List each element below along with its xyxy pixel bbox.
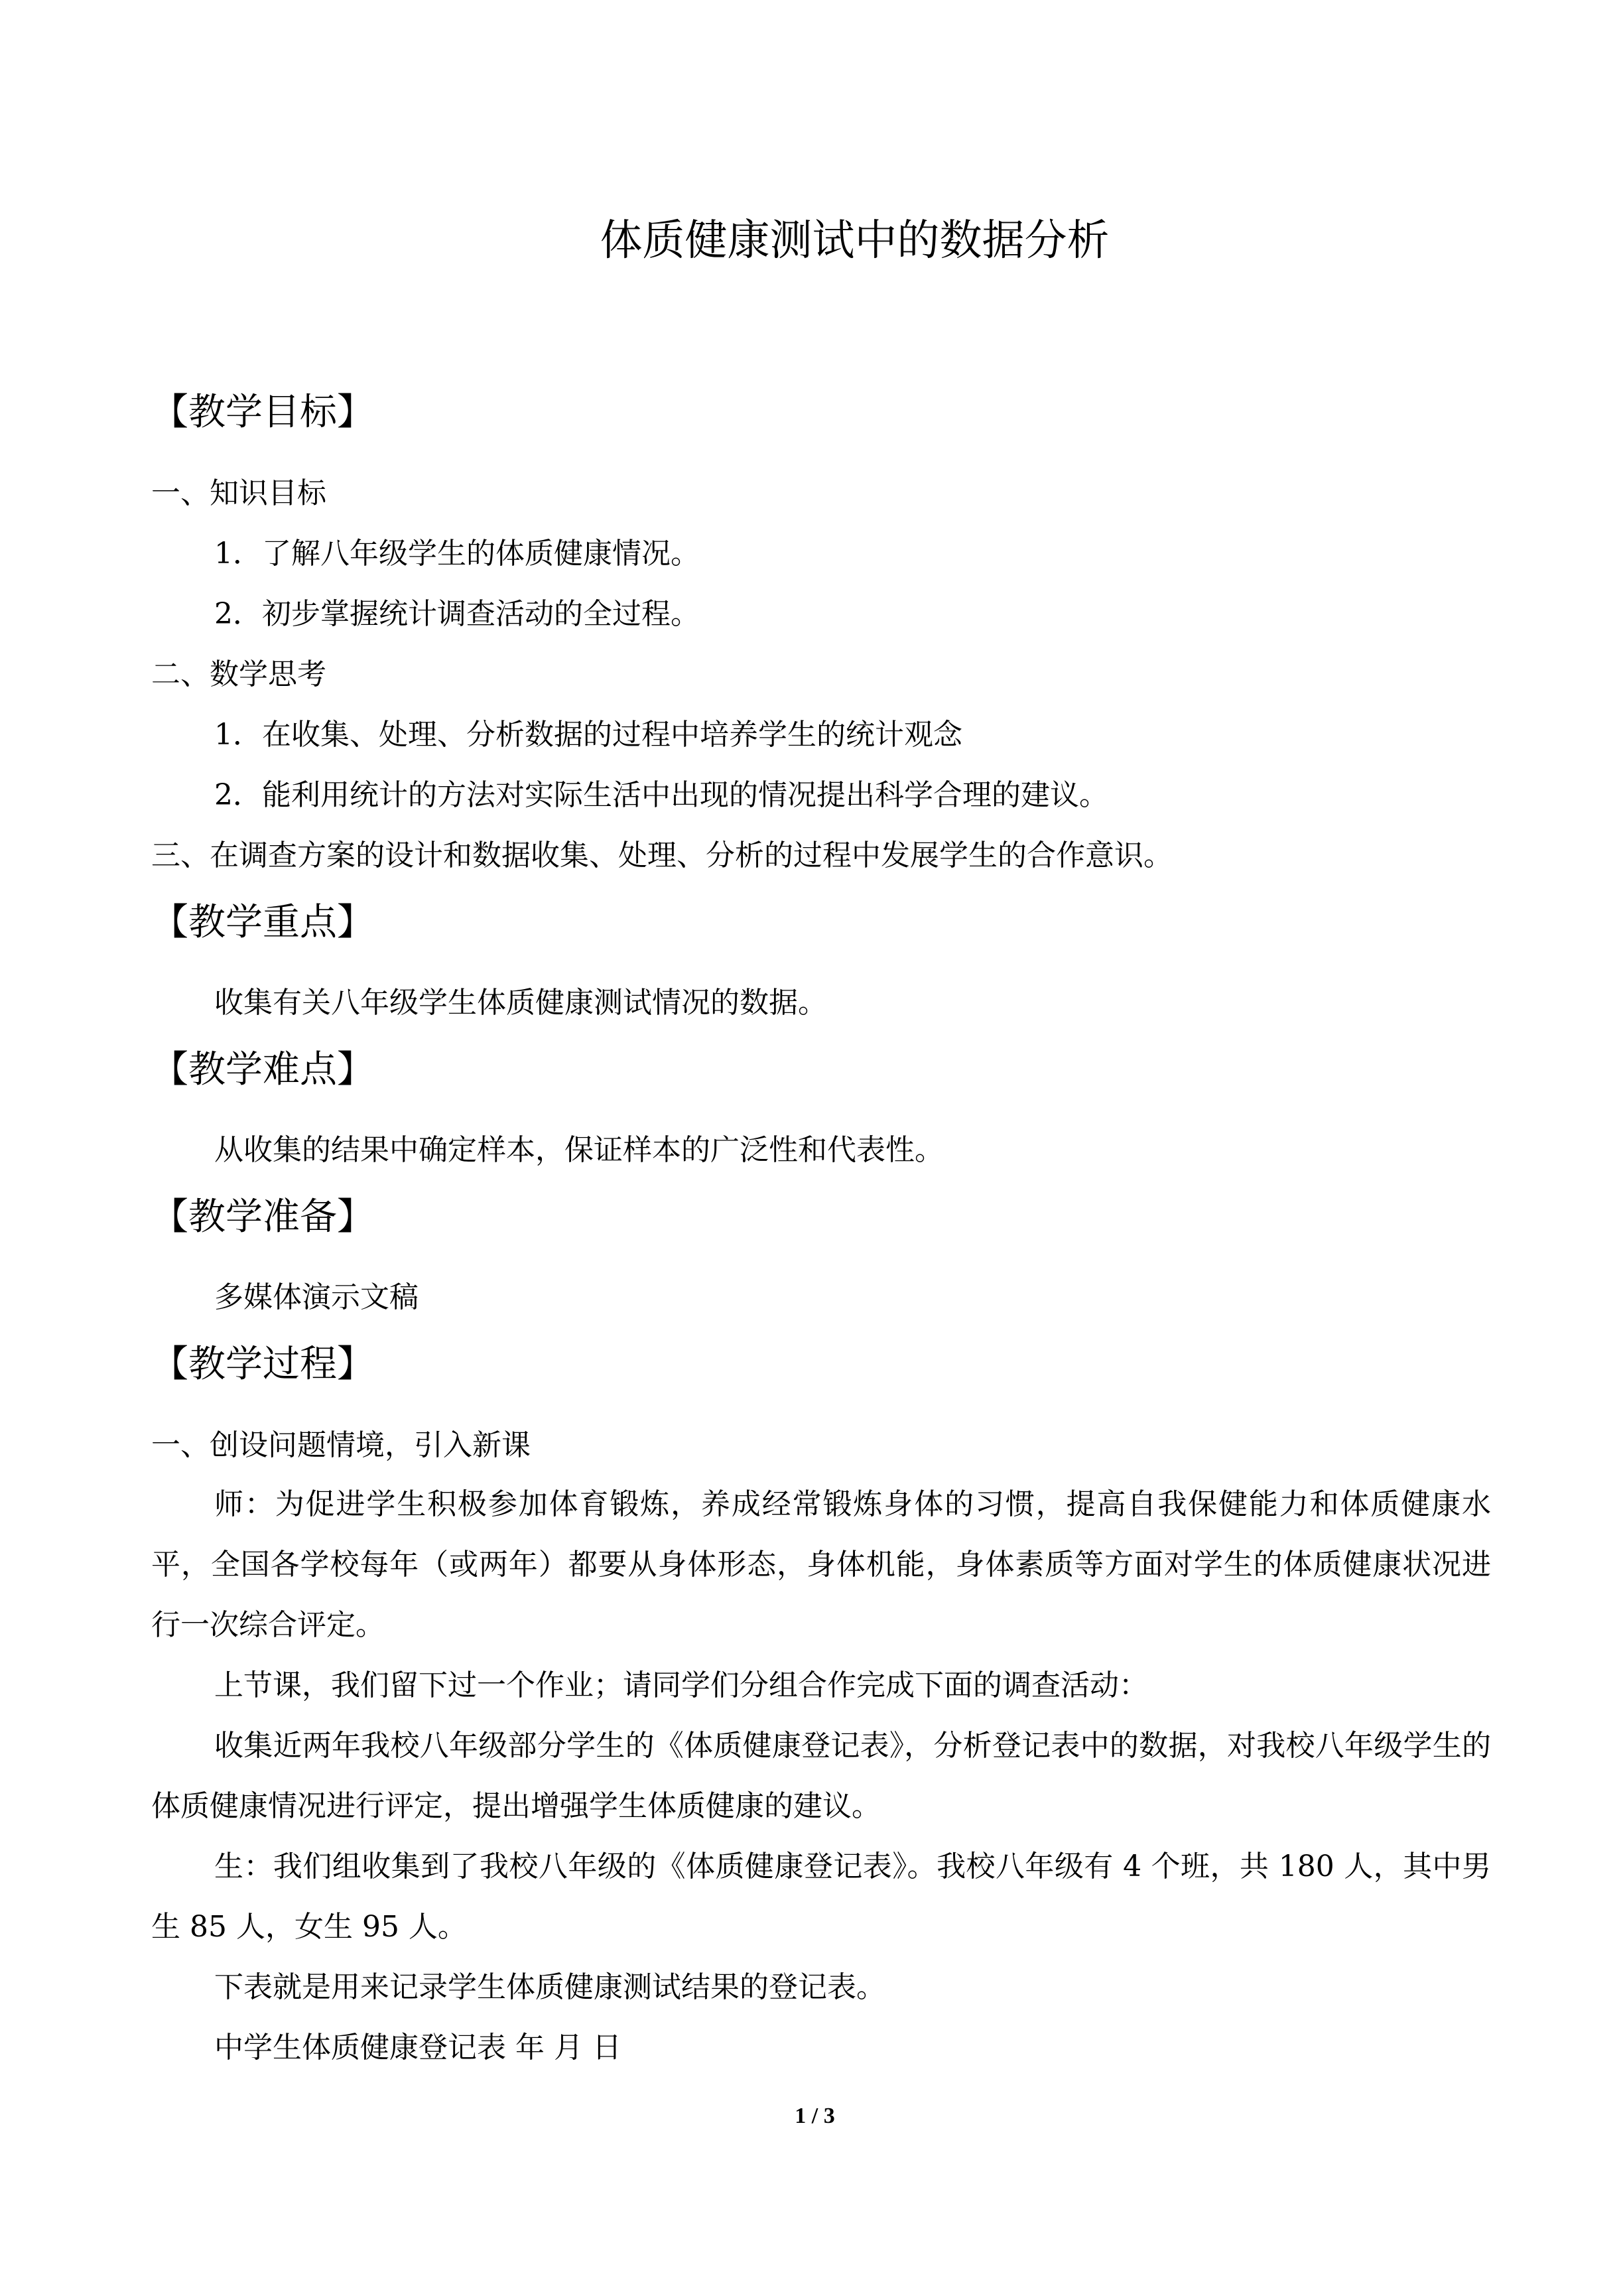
process-paragraph-4: 生：我们组收集到了我校八年级的《体质健康登记表》。我校八年级有 4 个班，共 180 人，其中男生 85 人，女生 95 人。 (151, 1850, 1491, 1944)
math-thinking-title: 二、数学思考 (151, 657, 326, 691)
process-paragraph-6: 中学生体质健康登记表 年 月 日 (214, 2031, 621, 2064)
knowledge-item-1: 1．了解八年级学生的体质健康情况。 (214, 537, 700, 571)
preparation-text: 多媒体演示文稿 (214, 1280, 419, 1314)
heading-process: 【教学过程】 (151, 1343, 374, 1386)
heading-objectives: 【教学目标】 (151, 391, 374, 434)
process-step-1-title: 一、创设问题情境，引入新课 (151, 1428, 531, 1462)
page-number: 1 / 3 (795, 2104, 835, 2128)
cooperation-goal: 三、在调查方案的设计和数据收集、处理、分析的过程中发展学生的合作意识。 (151, 839, 1173, 872)
knowledge-item-2: 2．初步掌握统计调查活动的全过程。 (214, 597, 700, 631)
heading-preparation: 【教学准备】 (151, 1195, 374, 1239)
process-paragraph-1: 师：为促进学生积极参加体育锻炼，养成经常锻炼身体的习惯，提高自我保健能力和体质健康水平，全国各学校每年（或两年）都要从身体形态，身体机能，身体素质等方面对学生的体质健康状况进行一次综合评定。 (151, 1487, 1491, 1642)
thinking-item-2: 2．能利用统计的方法对实际生活中出现的情况提出科学合理的建议。 (214, 778, 1108, 812)
page-title: 体质健康测试中的数据分析 (600, 216, 1110, 265)
heading-key-points: 【教学重点】 (151, 901, 374, 944)
difficulties-text: 从收集的结果中确定样本，保证样本的广泛性和代表性。 (214, 1133, 944, 1167)
process-paragraph-2: 上节课，我们留下过一个作业；请同学们分组合作完成下面的调查活动： (214, 1668, 1148, 1702)
key-points-text: 收集有关八年级学生体质健康测试情况的数据。 (214, 986, 827, 1020)
heading-difficulties: 【教学难点】 (151, 1048, 374, 1091)
knowledge-goals-title: 一、知识目标 (151, 476, 326, 510)
thinking-item-1: 1．在收集、处理、分析数据的过程中培养学生的统计观念 (214, 718, 962, 752)
process-paragraph-5: 下表就是用来记录学生体质健康测试结果的登记表。 (214, 1970, 885, 2004)
process-paragraph-3: 收集近两年我校八年级部分学生的《体质健康登记表》，分析登记表中的数据，对我校八年级学生的体质健康情况进行评定，提出增强学生体质健康的建议。 (151, 1729, 1491, 1823)
